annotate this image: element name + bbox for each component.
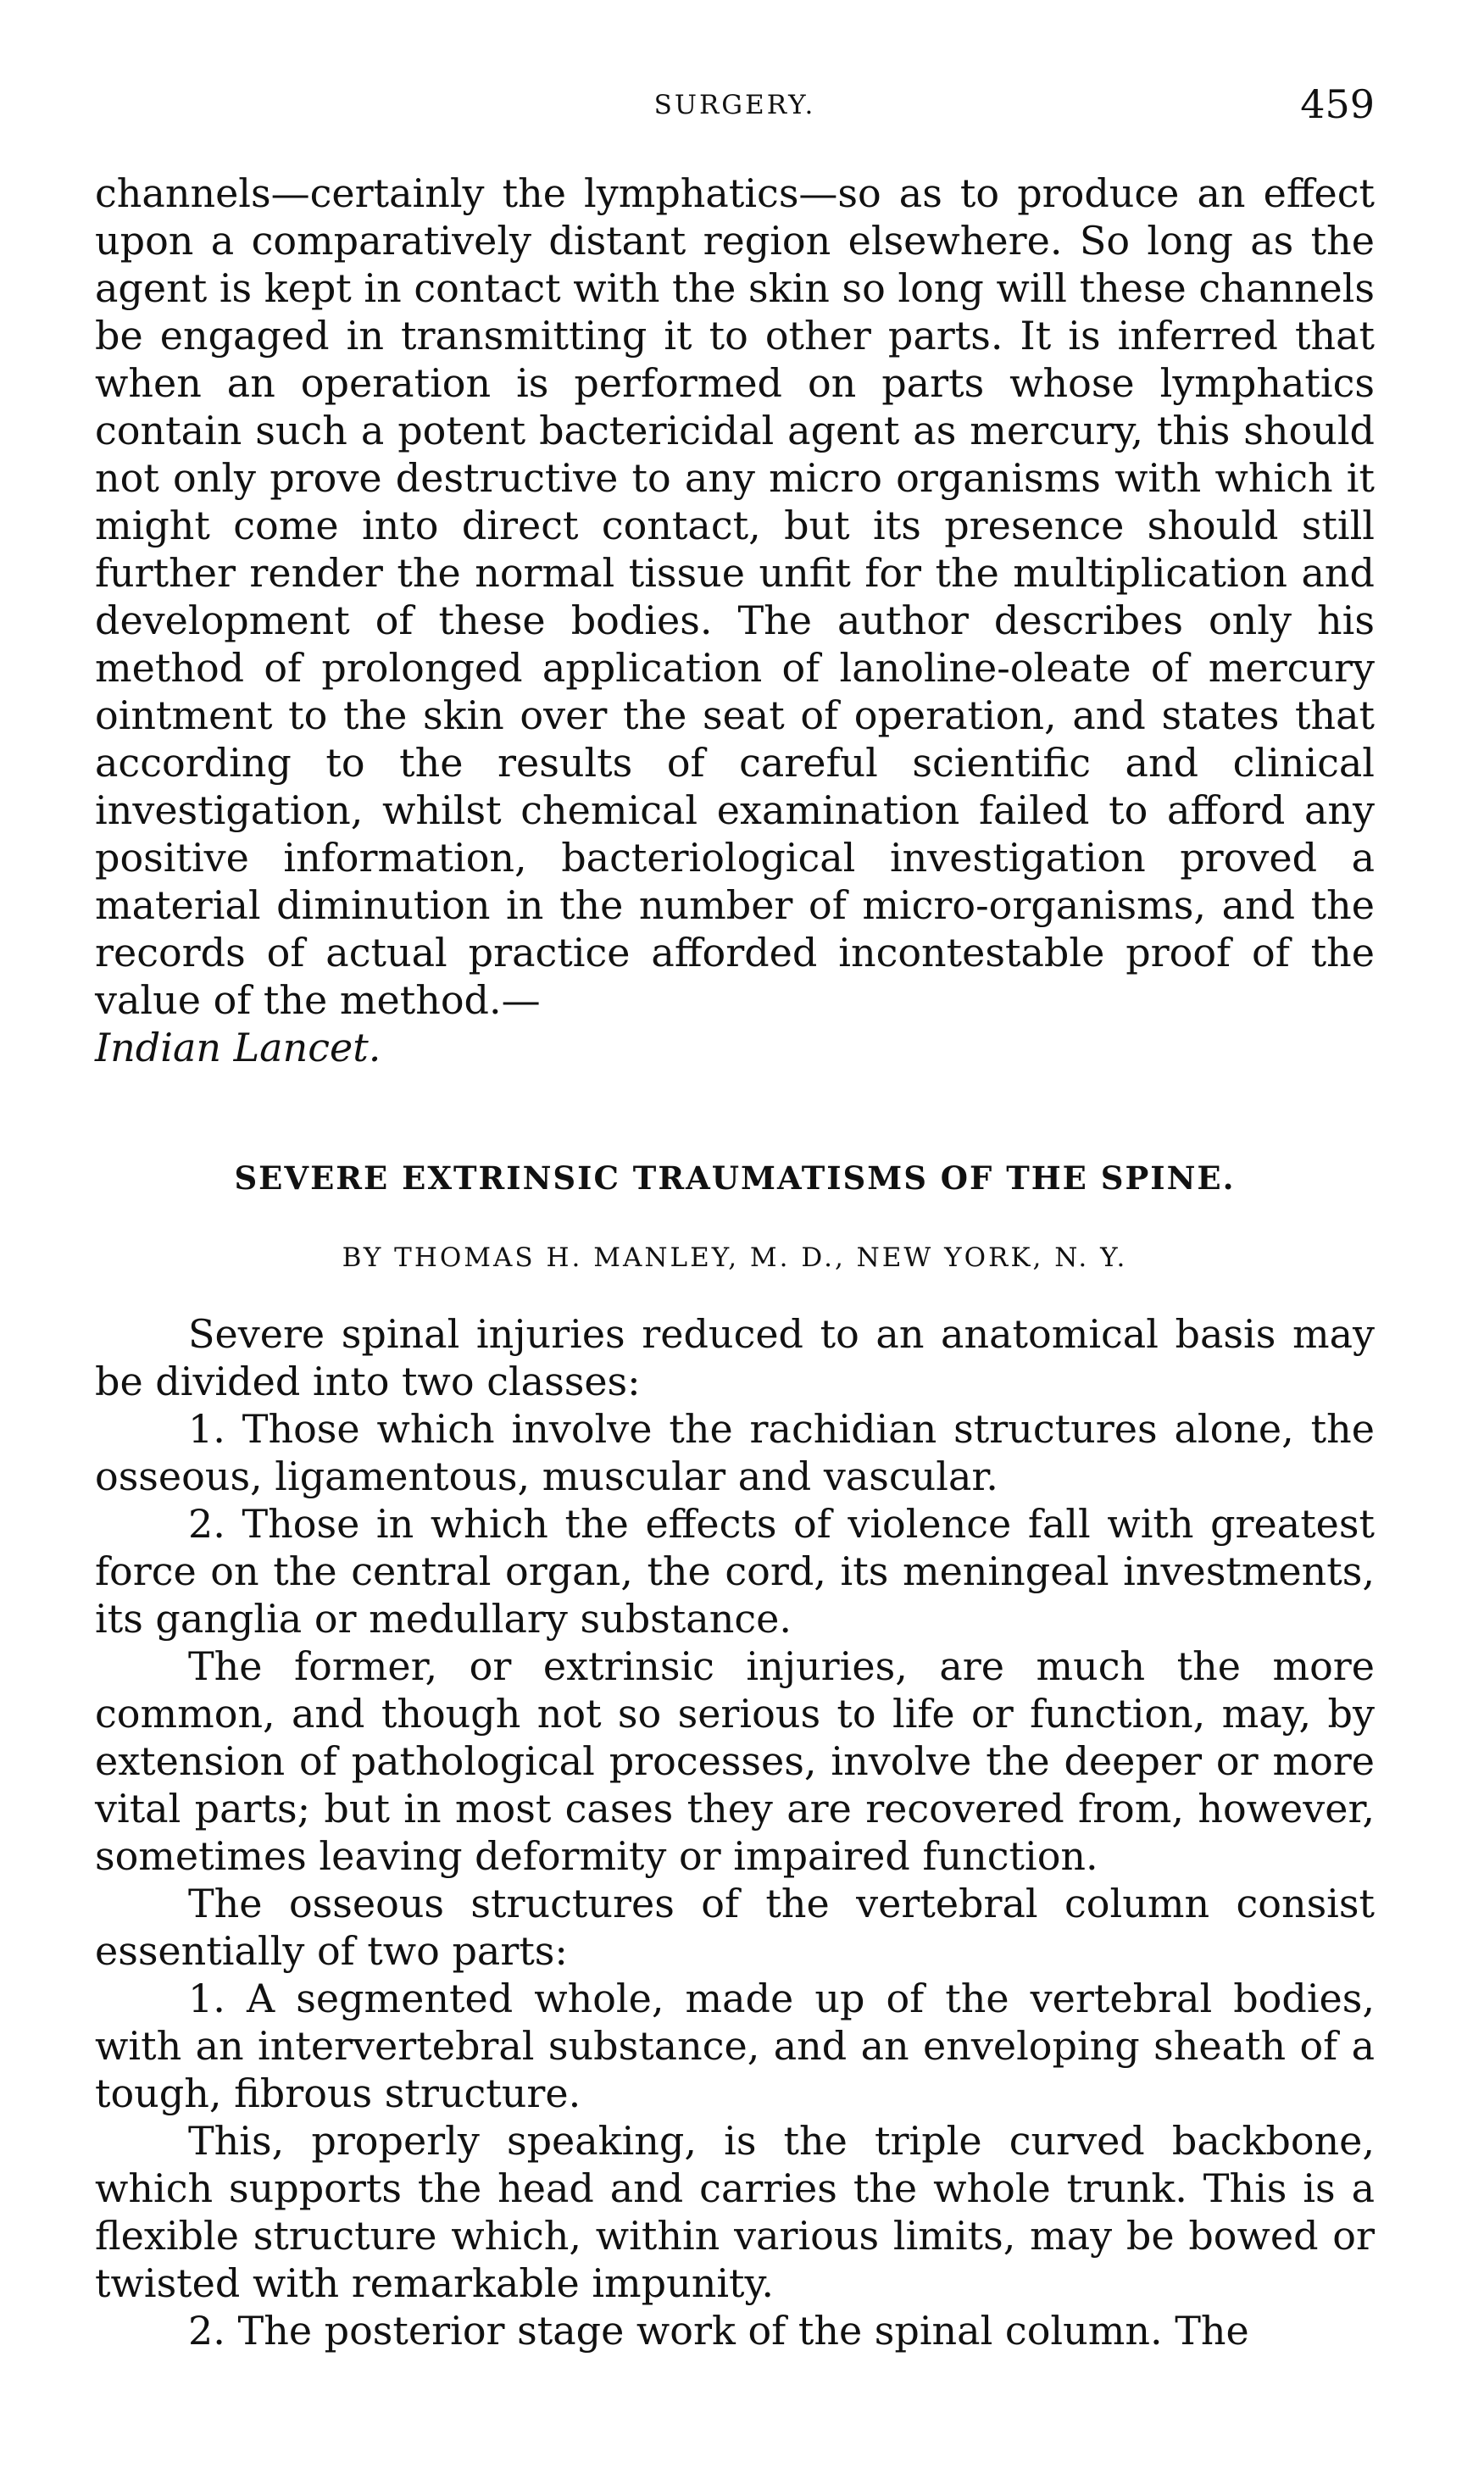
second-article-body <box>95 1310 1375 2354</box>
continued-paragraph-text: channels—certainly the lymphatics—so as to produce an effect upon a comparatively distant region elsewhere. So long as the agent is kept in contact with the skin so long will these channels be engaged in transmitting it to other parts. It is inferred that when an operation is performed on parts whose lymphatics contain such a potent bactericidal agent as mercury, this should not only prove destructive to any micro organisms with which it might come into direct contact, but its presence should still further render the normal tissue unfit for the multiplication and development of these bodies. The author describes only his method of prolonged application of lanoline-oleate of mercury ointment to the skin over the seat of operation, and states that according to the results of careful scientific and clinical investigation, whilst chemical examination failed to afford any positive information, bacteriological investigation proved a material diminution in the number of micro-organisms, and the records of actual practice afforded incontestable proof of the value of the method.— <box>95 170 1376 1023</box>
body-paragraph: The osseous structures of the vertebral column consist essentially of two parts: <box>95 1881 1375 1974</box>
body-paragraph: 1. Those which involve the rachidian structures alone, the osseous, ligamentous, muscular and vascular. <box>95 1406 1375 1499</box>
body-paragraph: 1. A segmented whole, made up of the vertebral bodies, with an intervertebral substance, and an enveloping sheath of a tough, fibrous structure. <box>95 1976 1375 2116</box>
body-paragraph: The former, or extrinsic injuries, are much the more common, and though not so serious to life or function, may, by extension of pathological processes, involve the deeper or more vital parts; but in most cases they are recovered from, however, sometimes leaving deformity or impaired function. <box>95 1643 1375 1879</box>
body-paragraph: 2. Those in which the effects of violence fall with greatest force on the central organ, the cord, its meningeal investments, its ganglia or medullary substance. <box>95 1501 1375 1642</box>
body-paragraph: 2. The posterior stage work of the spinal column. The <box>188 2308 1249 2354</box>
page-number: 459 <box>1300 81 1375 127</box>
running-head <box>95 81 1375 132</box>
article-heading: SEVERE EXTRINSIC TRAUMATISMS OF THE SPINE. <box>234 1159 1236 1197</box>
continued-paragraph <box>95 170 1375 1071</box>
running-title: SURGERY. <box>653 90 816 120</box>
body-paragraph: This, properly speaking, is the triple curved backbone, which supports the head and carries the whole trunk. This is a flexible structure which, within various limits, may be bowed or twisted with remarkable impunity. <box>95 2118 1375 2306</box>
body-paragraph: Severe spinal injuries reduced to an anatomical basis may be divided into two classes: <box>95 1311 1375 1404</box>
source-citation: Indian Lancet. <box>95 1025 381 1070</box>
first-article-body <box>95 170 1375 1071</box>
article-byline: BY THOMAS H. MANLEY, M. D., NEW YORK, N. Y. <box>342 1242 1128 1273</box>
